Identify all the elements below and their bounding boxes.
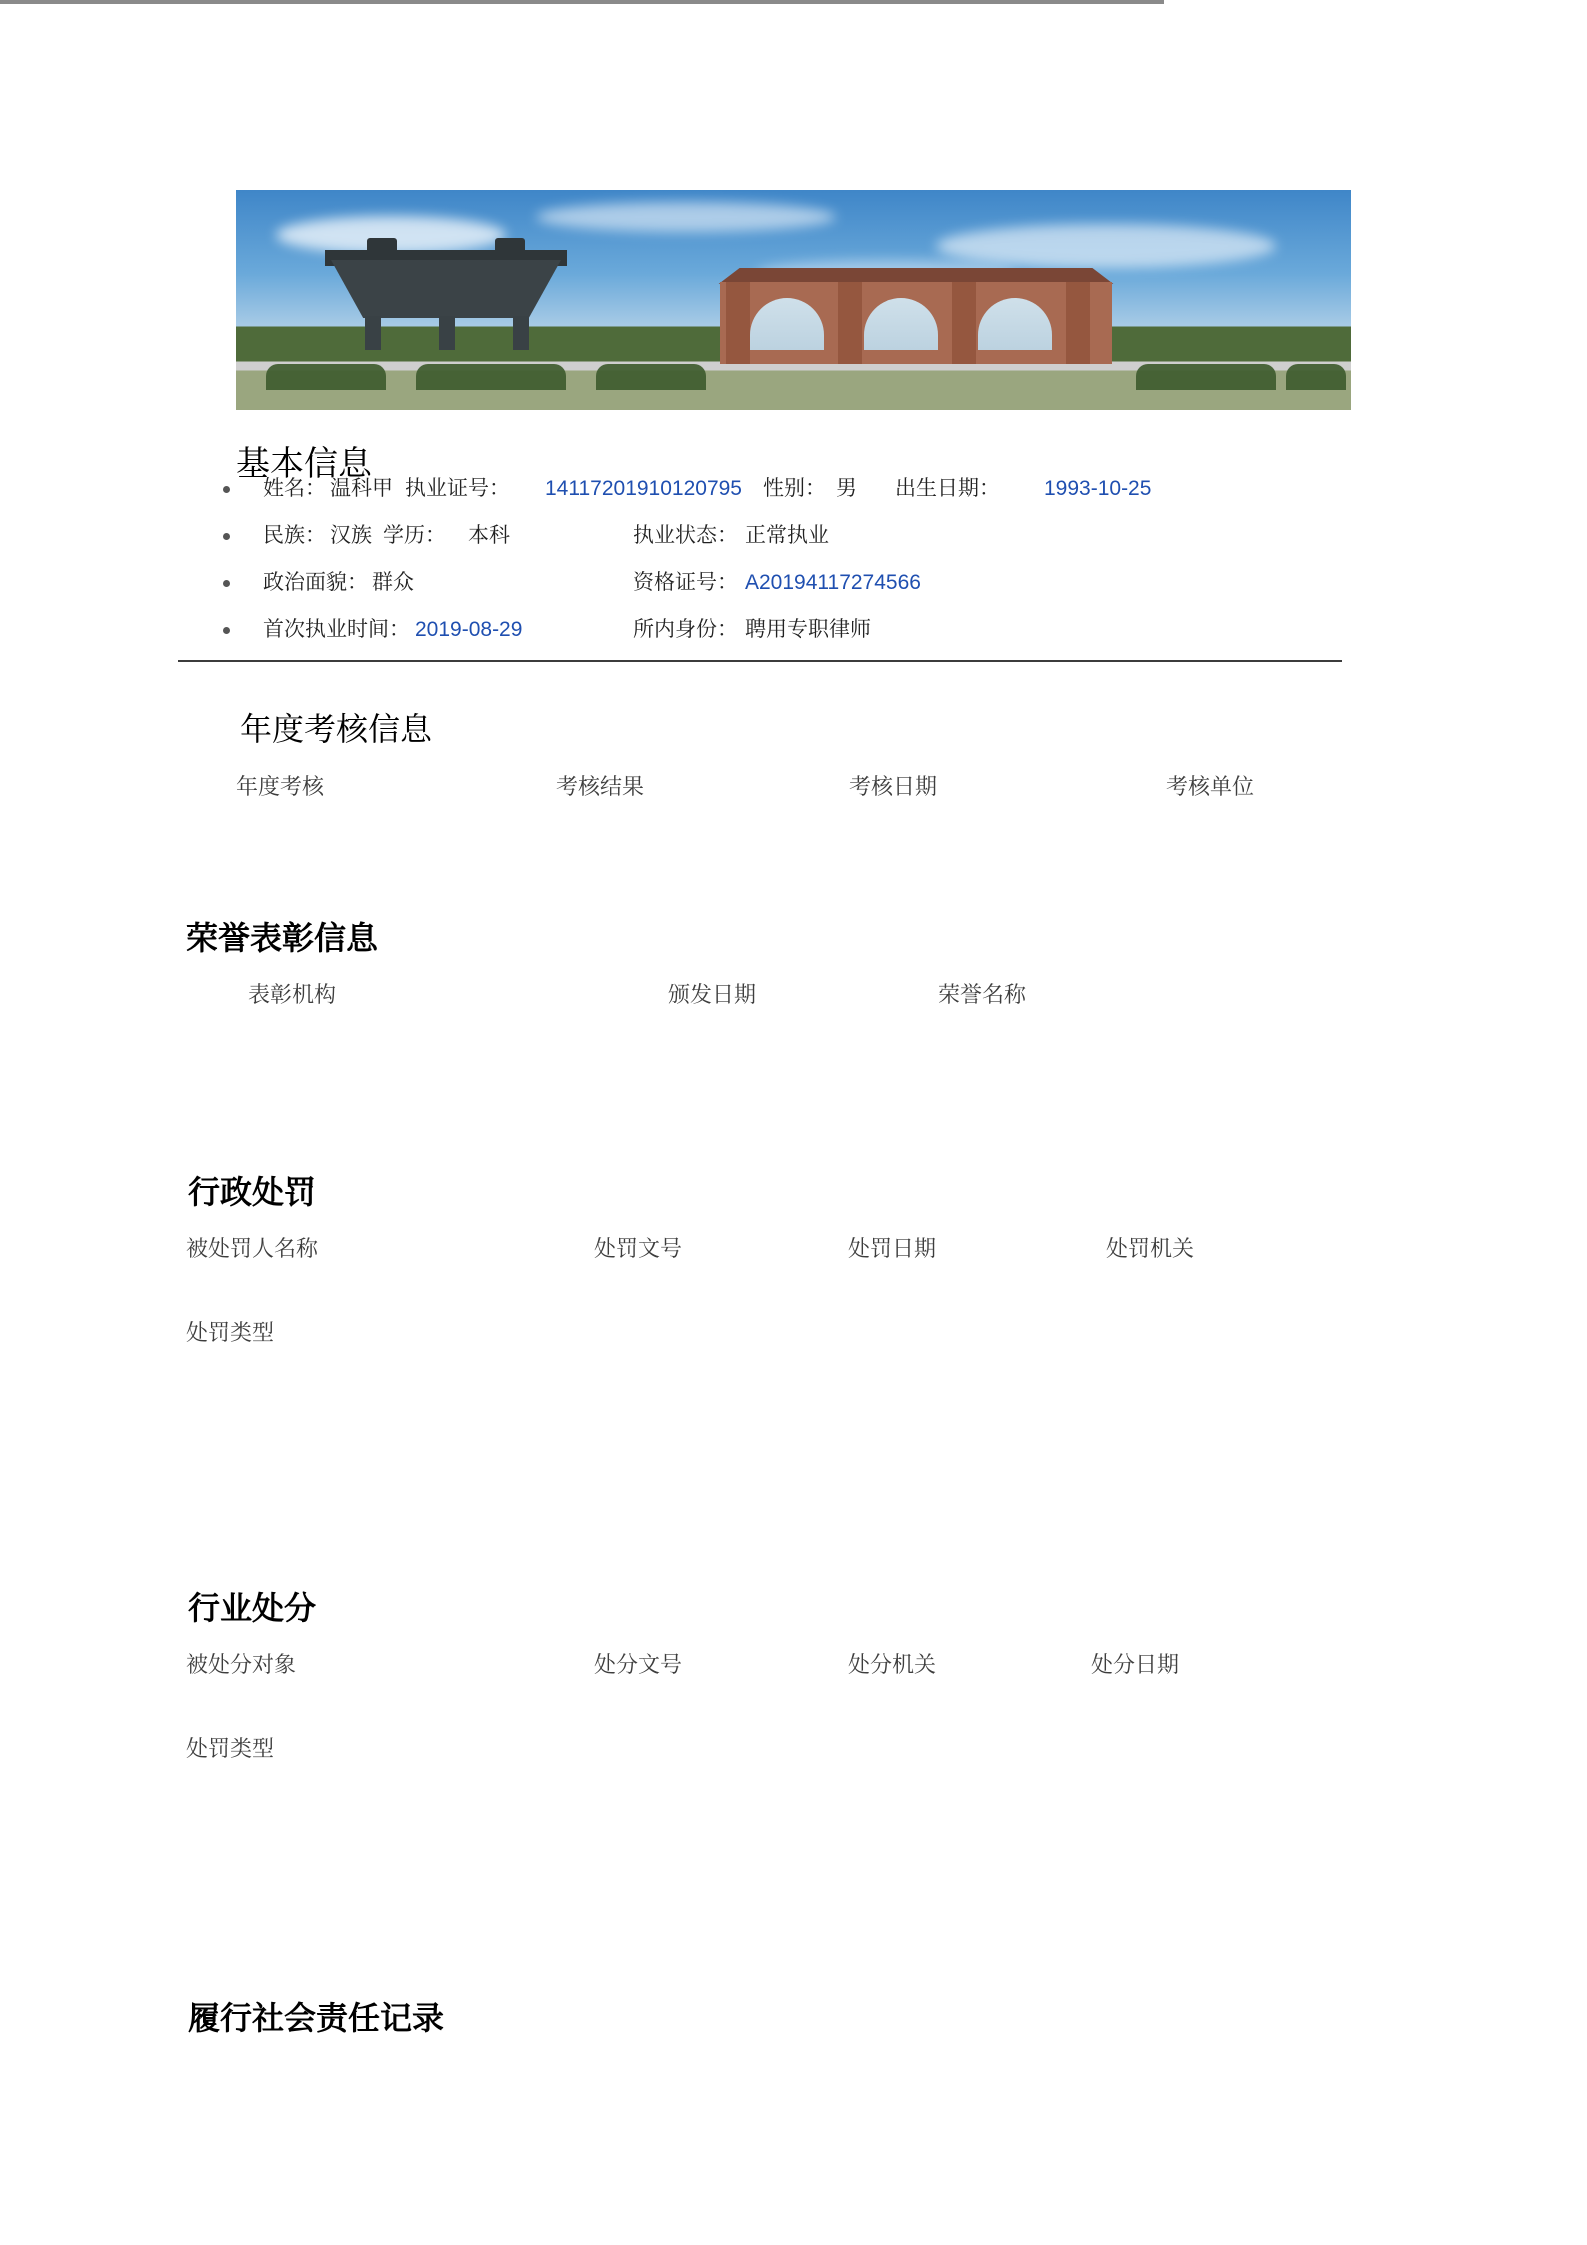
field-value-firm-role: 聘用专职律师 (745, 618, 871, 641)
monument-leg (513, 316, 529, 350)
field-value-birthdate: 1993-10-25 (1044, 477, 1152, 500)
column-header-sanction-date: 处分日期 (1091, 1652, 1180, 1677)
field-label-first-practice-date: 首次执业时间： (263, 618, 410, 641)
shrub (1136, 364, 1276, 390)
column-header-penalty-date: 处罚日期 (848, 1236, 937, 1261)
bullet-icon (223, 580, 230, 587)
section-title-administrative-penalty: 行政处罚 (188, 1173, 317, 1210)
field-label-firm-role: 所内身份： (633, 618, 738, 641)
column-header-penalty-authority: 处罚机关 (1106, 1236, 1195, 1261)
basic-info-list (215, 465, 1355, 653)
shrub (416, 364, 566, 390)
list-item (215, 465, 1355, 512)
column-header-penalty-doc-no: 处罚文号 (594, 1236, 683, 1261)
monument-leg (365, 316, 381, 350)
column-header-honor-name: 荣誉名称 (938, 982, 1027, 1007)
list-item (215, 512, 1355, 559)
shrub (596, 364, 706, 390)
shrub (1286, 364, 1346, 390)
column-header-penalty-type: 处罚类型 (186, 1320, 275, 1345)
field-label-gender: 性别： (763, 477, 826, 500)
bullet-icon (223, 486, 230, 493)
field-value-practice-status: 正常执业 (745, 524, 829, 547)
column-header-award-org: 表彰机构 (248, 982, 337, 1007)
field-label-practice-status: 执业状态： (633, 524, 738, 547)
field-label-name: 姓名： (263, 477, 326, 500)
field-label-education: 学历： (383, 524, 446, 547)
gate-pillar (838, 282, 862, 364)
archway-gate (706, 268, 1126, 364)
gate-pillar (726, 282, 750, 364)
monument-body (331, 260, 561, 318)
section-title-honors: 荣誉表彰信息 (186, 919, 379, 956)
list-item (215, 559, 1355, 606)
shrub (266, 364, 386, 390)
field-value-gender: 男 (836, 477, 857, 500)
column-header-review-date: 考核日期 (849, 774, 938, 799)
divider (178, 660, 1342, 662)
field-value-name: 温科甲 (330, 477, 393, 500)
banner-background (236, 190, 1351, 410)
field-label-birthdate: 出生日期： (895, 477, 1000, 500)
divider (0, 3, 1164, 4)
column-header-sanction-type: 处罚类型 (186, 1736, 275, 1761)
field-label-qualification-no: 资格证号： (633, 571, 738, 594)
column-header-annual-review: 年度考核 (236, 774, 325, 799)
column-header-sanctioned-subject: 被处分对象 (186, 1652, 297, 1677)
section-title-social-responsibility: 履行社会责任记录 (188, 1999, 445, 2036)
gate-pillar (1066, 282, 1090, 364)
column-header-review-unit: 考核单位 (1166, 774, 1255, 799)
field-value-ethnicity: 汉族 (330, 524, 372, 547)
field-value-education: 本科 (468, 524, 510, 547)
bullet-icon (223, 533, 230, 540)
field-label-license-no: 执业证号： (405, 477, 510, 500)
column-header-review-result: 考核结果 (556, 774, 645, 799)
field-label-ethnicity: 民族： (263, 524, 326, 547)
monument-sculpture (331, 242, 561, 362)
monument-leg (439, 316, 455, 350)
column-header-penalized-person: 被处罚人名称 (186, 1236, 319, 1261)
list-item (215, 606, 1355, 653)
cloud-shape (536, 202, 836, 232)
section-title-industry-sanction: 行业处分 (188, 1589, 317, 1626)
cloud-shape (936, 224, 1276, 268)
column-header-award-date: 颁发日期 (668, 982, 757, 1007)
field-label-political-status: 政治面貌： (263, 571, 368, 594)
section-title-annual-review: 年度考核信息 (240, 710, 433, 747)
gate-pillar (952, 282, 976, 364)
field-value-first-practice-date: 2019-08-29 (415, 618, 523, 641)
bullet-icon (223, 627, 230, 634)
column-header-sanction-authority: 处分机关 (848, 1652, 937, 1677)
banner-image (236, 190, 1351, 410)
field-value-political-status: 群众 (372, 571, 414, 594)
section-title-basic-info: 基本信息 (236, 445, 372, 484)
column-header-sanction-doc-no: 处分文号 (594, 1652, 683, 1677)
field-value-license-no: 14117201910120795 (545, 477, 742, 500)
field-value-qualification-no: A20194117274566 (745, 571, 921, 594)
